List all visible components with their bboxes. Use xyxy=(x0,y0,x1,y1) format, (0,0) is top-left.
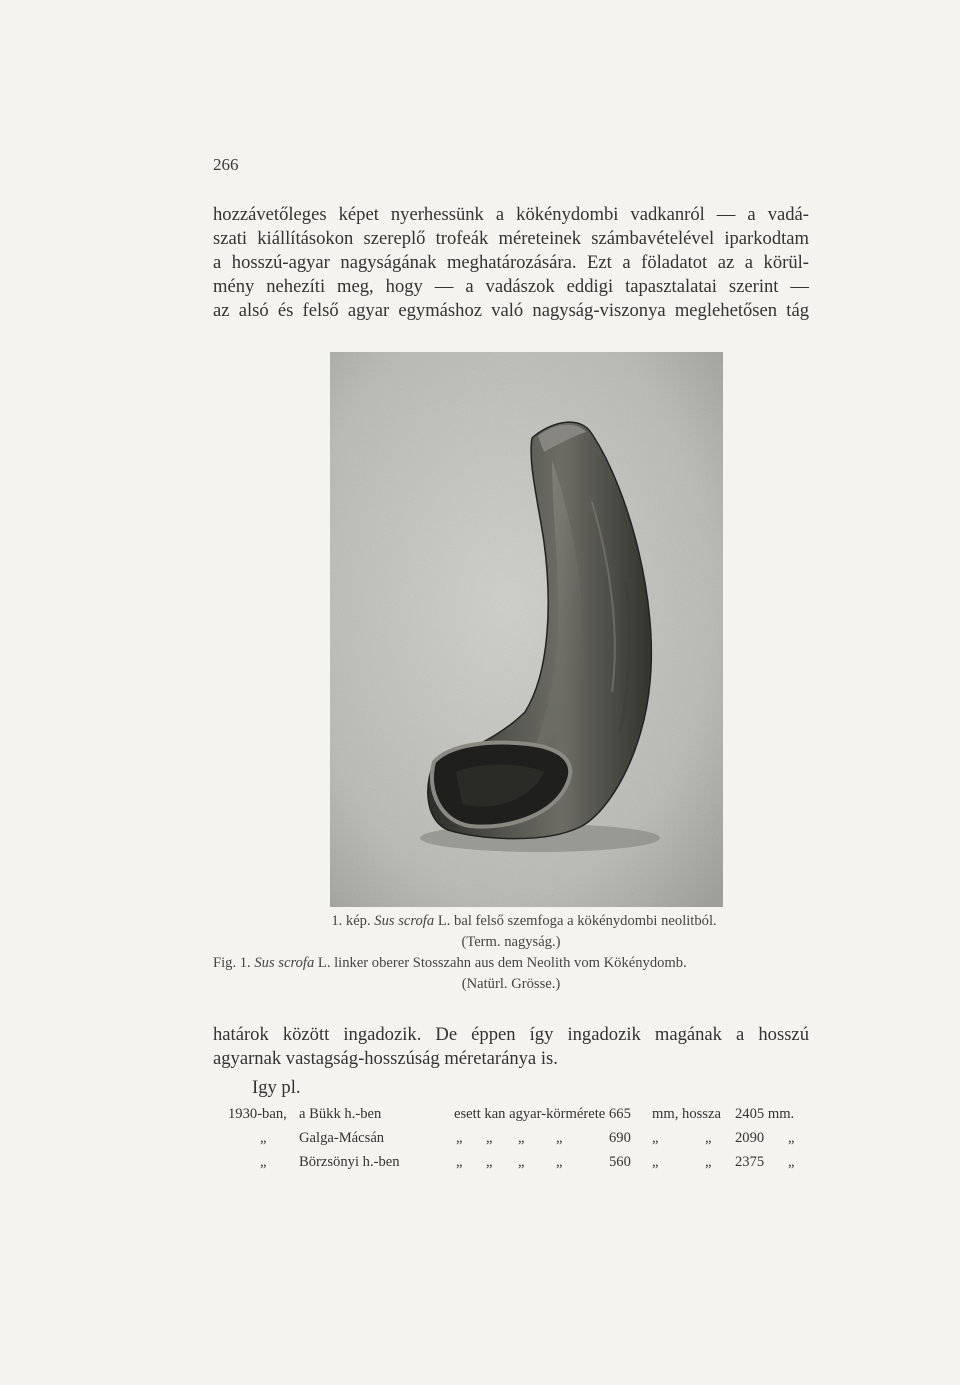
ditto-mark: „ xyxy=(652,1130,659,1146)
ditto-mark: „ xyxy=(556,1130,563,1146)
row-description: esett kan agyar-körmérete xyxy=(454,1106,606,1122)
ditto-mark: „ xyxy=(518,1130,525,1146)
ditto-mark: „ xyxy=(705,1130,712,1146)
row-location: a Bükk h.-ben xyxy=(299,1106,382,1122)
species-name: Sus scrofa xyxy=(374,913,435,929)
row-circumference: 690 xyxy=(609,1130,631,1146)
page-number: 266 xyxy=(213,155,239,174)
intro-paragraph xyxy=(213,203,809,323)
text-line: az alsó és felső agyar egymáshoz való nagyság-viszonya meglehetősen tág xyxy=(213,300,809,321)
ditto-mark: „ xyxy=(456,1130,463,1146)
row-length: 2090 xyxy=(735,1130,765,1146)
ditto-mark: „ xyxy=(456,1154,463,1170)
figure-label: Fig. 1. xyxy=(213,955,251,971)
figure-label: 1. kép. xyxy=(331,913,371,929)
text-line: mény nehezíti meg, hogy — a vadászok eddigi tapasztalatai szerint — xyxy=(213,276,809,297)
row-location: Börzsönyi h.-ben xyxy=(299,1154,400,1170)
row-length: 2375 xyxy=(735,1154,765,1170)
species-name: Sus scrofa xyxy=(254,955,315,971)
figure-caption-hungarian xyxy=(213,911,809,953)
ditto-mark: „ xyxy=(652,1154,659,1170)
outro-paragraph xyxy=(213,1023,809,1071)
text-line: szati kiállításokon szereplő trofeák méreteinek számbavételével iparkodtam xyxy=(213,228,809,249)
ditto-mark: „ xyxy=(486,1130,493,1146)
row-year: 1930-ban, xyxy=(228,1106,287,1122)
ditto-mark: „ xyxy=(705,1154,712,1170)
unit: mm, xyxy=(652,1106,679,1122)
ditto-mark: „ xyxy=(788,1130,795,1146)
text-line: agyarnak vastagság-hosszúság méretaránya is. xyxy=(213,1048,558,1069)
length-value: 2405 xyxy=(735,1106,765,1122)
length-word: hossza xyxy=(682,1106,721,1122)
caption-line xyxy=(213,911,809,932)
row-location: Galga-Mácsán xyxy=(299,1130,385,1146)
figure-caption-german xyxy=(213,953,809,995)
row-length xyxy=(735,1106,794,1123)
caption-scale: (Term. nagyság.) xyxy=(461,934,561,950)
ditto-mark: „ xyxy=(556,1154,563,1170)
ditto-mark: „ xyxy=(788,1154,795,1170)
tusk-photograph xyxy=(330,352,723,907)
example-label: Igy pl. xyxy=(252,1077,301,1098)
text-line: határok között ingadozik. De éppen így ingadozik magának a hosszú xyxy=(213,1024,809,1045)
caption-text: L. linker oberer Stosszahn aus dem Neolith vom Kökénydomb. xyxy=(317,955,687,971)
caption-scale: (Natürl. Grösse.) xyxy=(461,976,561,992)
row-circumference: 560 xyxy=(609,1154,631,1170)
ditto-mark: „ xyxy=(518,1154,525,1170)
row-circumference: 665 xyxy=(609,1106,631,1122)
ditto-mark: „ xyxy=(260,1154,267,1170)
unit-end: mm. xyxy=(767,1106,795,1122)
caption-line xyxy=(213,953,809,974)
text-line: a hosszú-agyar nagyságának meghatározására. Ezt a föladatot az a körül- xyxy=(213,252,809,273)
ditto-mark: „ xyxy=(486,1154,493,1170)
row-mm-word xyxy=(652,1106,721,1123)
ditto-mark: „ xyxy=(260,1130,267,1146)
text-line: hozzávetőleges képet nyerhessünk a kökénydombi vadkanról — a vadá- xyxy=(213,204,809,225)
caption-text: L. bal felső szemfoga a kökénydombi neolitból. xyxy=(437,913,717,929)
